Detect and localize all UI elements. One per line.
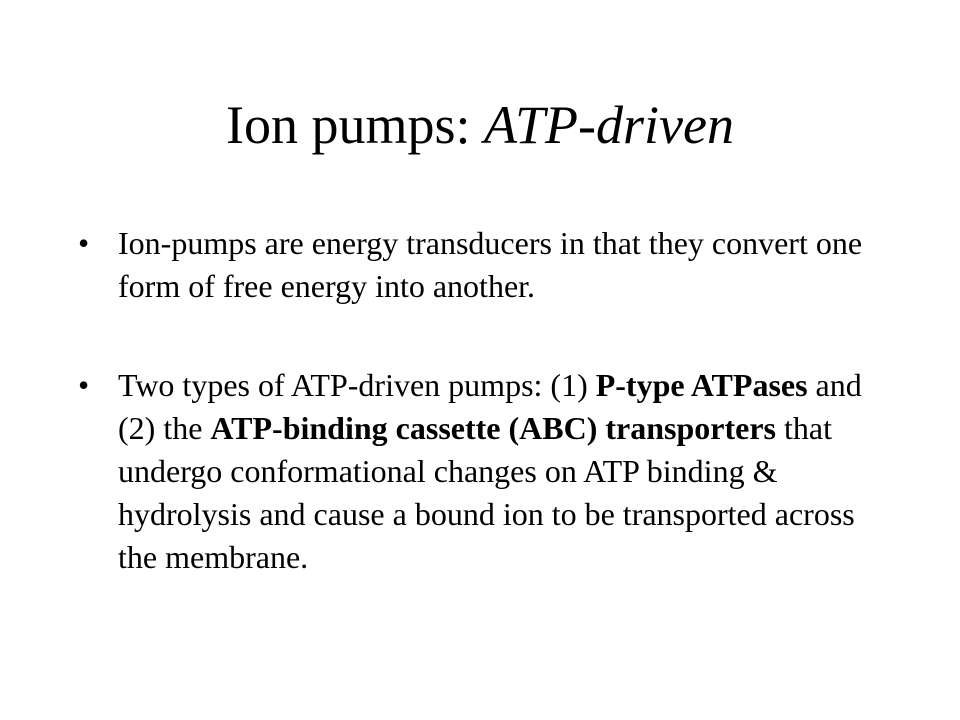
bullet-text-part-2: and (2) the xyxy=(118,367,862,446)
bullet-dot-icon: • xyxy=(78,367,90,403)
title-italic-text: ATP-driven xyxy=(484,95,734,155)
bullet-item-energy-transducers xyxy=(78,222,898,308)
bullet-text-part-3: that undergo conformational changes on ATP binding & hydrolysis and cause a bound ion to be transported across the membrane. xyxy=(118,410,855,575)
p-type-atpases-term: P-type ATPases xyxy=(595,367,808,403)
abc-transporters-term: ATP-binding cassette (ABC) transporters xyxy=(210,410,776,446)
bullet-text-part-1: Two types of ATP-driven pumps: (1) xyxy=(118,367,596,403)
title-plain-text: Ion pumps: xyxy=(226,95,485,155)
bullet-text: Ion-pumps are energy transducers in that they convert one form of free energy into another. xyxy=(118,225,863,304)
bullet-item-pump-types xyxy=(78,364,898,579)
bullet-dot-icon: • xyxy=(78,225,90,261)
slide-title xyxy=(0,92,960,158)
bullet-list xyxy=(78,222,898,579)
